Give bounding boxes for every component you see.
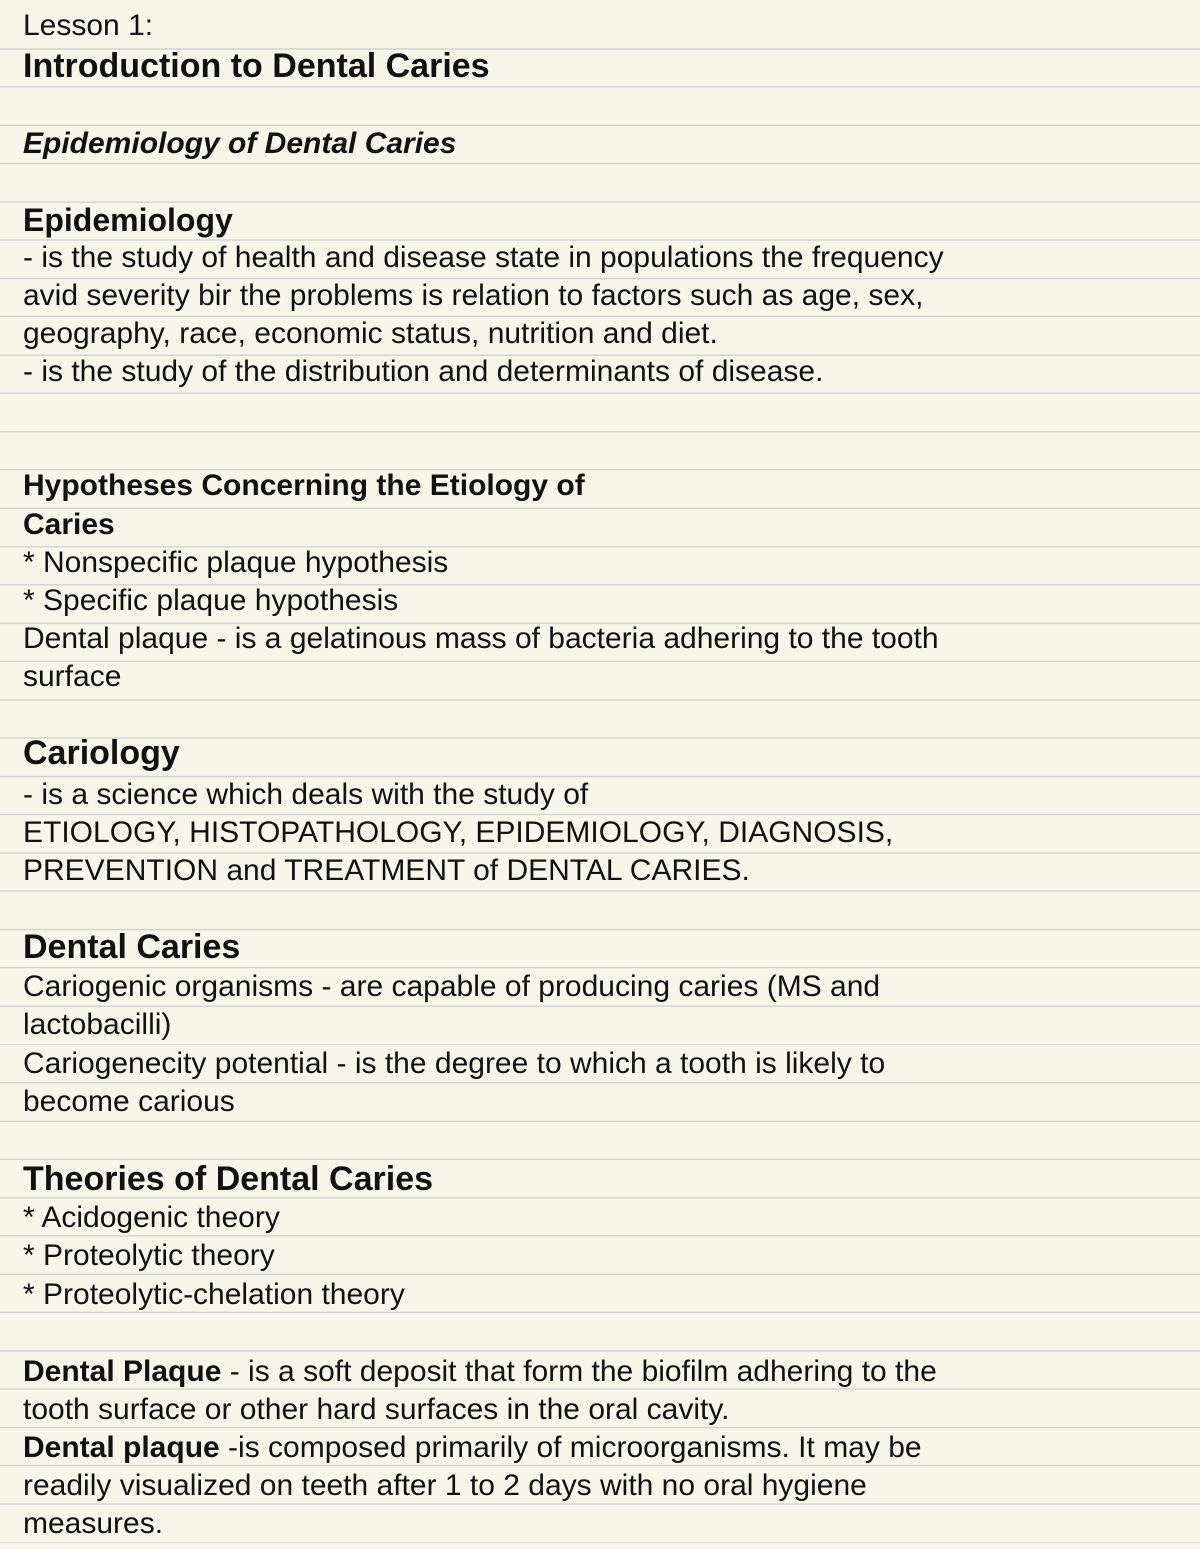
- plaque-def1-line: [23, 1354, 937, 1390]
- lesson-label: Lesson 1:: [23, 9, 154, 42]
- plaque-definition-line: surface: [23, 660, 122, 693]
- epidemiology-line: avid severity bir the problems is relation to factors such as age, sex,: [23, 279, 924, 312]
- epidemiology-line: - is the study of health and disease state in populations the frequency: [23, 241, 944, 274]
- hypotheses-heading: Hypotheses Concerning the Etiology of: [23, 469, 585, 502]
- dental-caries-line: Cariogenic organisms - are capable of producing caries (MS and: [23, 970, 881, 1003]
- plaque-def1-line: tooth surface or other hard surfaces in the oral cavity.: [23, 1393, 730, 1426]
- plaque-def2-term: Dental plaque: [23, 1431, 220, 1464]
- dental-caries-heading: Dental Caries: [23, 928, 241, 966]
- theory-item: * Proteolytic theory: [23, 1239, 275, 1272]
- plaque-def2-text: -is composed primarily of microorganisms. It may be: [219, 1431, 922, 1464]
- plaque-def2-line: measures.: [23, 1507, 164, 1540]
- epidemiology-line: geography, race, economic status, nutrition and diet.: [23, 317, 718, 350]
- plaque-def2-line: readily visualized on teeth after 1 to 2 days with no oral hygiene: [23, 1469, 867, 1502]
- epidemiology-line: - is the study of the distribution and determinants of disease.: [23, 355, 824, 388]
- theory-item: * Proteolytic-chelation theory: [23, 1278, 405, 1311]
- cariology-line: PREVENTION and TREATMENT of DENTAL CARIES.: [23, 854, 750, 887]
- cariology-line: ETIOLOGY, HISTOPATHOLOGY, EPIDEMIOLOGY, DIAGNOSIS,: [23, 816, 894, 849]
- dental-caries-line: become carious: [23, 1085, 235, 1118]
- cariology-line: - is a science which deals with the study of: [23, 778, 589, 811]
- section-subtitle: Epidemiology of Dental Caries: [23, 127, 457, 160]
- hypothesis-item: * Nonspecific plaque hypothesis: [23, 546, 449, 579]
- hypotheses-heading-cont: Caries: [23, 508, 115, 541]
- theories-heading: Theories of Dental Caries: [23, 1160, 434, 1198]
- page-title: Introduction to Dental Caries: [23, 47, 490, 85]
- hypothesis-item: * Specific plaque hypothesis: [23, 584, 399, 617]
- plaque-def1-text: - is a soft deposit that form the biofilm adhering to the: [221, 1355, 937, 1388]
- dental-caries-line: Cariogenecity potential - is the degree to which a tooth is likely to: [23, 1047, 886, 1080]
- plaque-def2-line: [23, 1430, 922, 1466]
- cariology-heading: Cariology: [23, 734, 180, 772]
- dental-caries-line: lactobacilli): [23, 1008, 172, 1041]
- plaque-def1-term: Dental Plaque: [23, 1355, 222, 1388]
- plaque-definition-line: Dental plaque - is a gelatinous mass of bacteria adhering to the tooth: [23, 622, 939, 655]
- theory-item: * Acidogenic theory: [23, 1201, 280, 1234]
- epidemiology-heading: Epidemiology: [23, 202, 233, 238]
